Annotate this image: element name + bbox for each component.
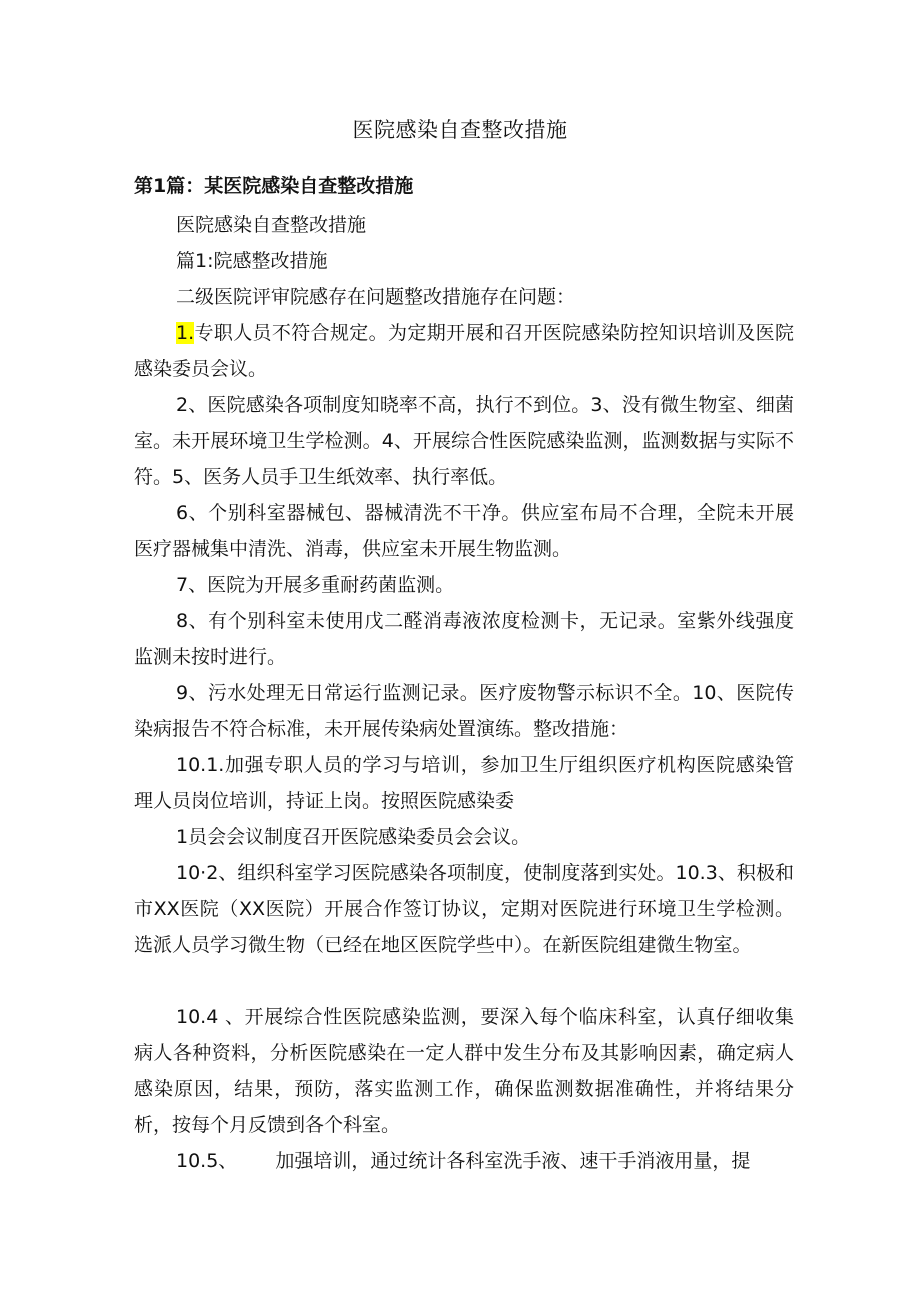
paragraph: 二级医院评审院感存在问题整改措施存在问题： [176,286,576,308]
paragraph: 2、医院感染各项制度知晓率不高，执行不到位。3、没有微生物室、细菌室。未开展环境卫生学检测。4、开展综合性医院感染监测，监测数据与实际不符。5、医务人员手卫生纸效率、执行率低。 [134,394,794,488]
item-number: 10.5、 [176,1150,238,1172]
paragraph: 10·2、组织科室学习医院感染各项制度，使制度落到实处。10.3、积极和市XX医院（XX医院）开展合作签订协议，定期对医院进行环境卫生学检测。选派人员学习微生物（已经在地区医院学些中）。在新医院组建微生物室。 [134,862,794,956]
paragraph-item-1 [134,315,794,387]
paragraph: 9、污水处理无日常运行监测记录。医疗废物警示标识不全。10、医院传染病报告不符合标准，未开展传染病处置演练。整改措施： [134,682,794,740]
paragraph: 7、医院为开展多重耐药菌监测。 [176,574,455,596]
paragraph: 篇1:院感整改措施 [176,250,328,272]
highlighted-number: 1. [176,322,195,344]
paragraph: 医院感染自查整改措施 [176,214,367,236]
paragraph-text: 专职人员不符合规定。为定期开展和召开医院感染防控知识培训及医院感染委员会议。 [134,322,794,380]
paragraph-item-10-5 [134,1143,794,1179]
paragraph: 8、有个别科室未使用戊二醛消毒液浓度检测卡，无记录。室紫外线强度监测未按时进行。 [134,610,794,668]
paragraph: 1员会会议制度召开医院感染委员会会议。 [176,826,531,848]
paragraph: 10.1.加强专职人员的学习与培训，参加卫生厅组织医疗机构医院感染管理人员岗位培训，持证上岗。按照医院感染委 [134,754,794,812]
document-title: 医院感染自查整改措施 [352,118,568,142]
paragraph: 10.4 、开展综合性医院感染监测，要深入每个临床科室，认真仔细收集病人各种资料，分析医院感染在一定人群中发生分布及其影响因素，确定病人感染原因，结果，预防，落实监测工作，确保监测数据准确性，并将结果分析，按每个月反馈到各个科室。 [134,1006,794,1136]
paragraph-text: 加强培训，通过统计各科室洗手液、速干手消液用量，提 [275,1150,751,1172]
section-heading: 第1篇：某医院感染自查整改措施 [134,175,414,197]
paragraph: 6、个别科室器械包、器械清洗不干净。供应室布局不合理，全院未开展医疗器械集中清洗、消毒，供应室未开展生物监测。 [134,502,794,560]
